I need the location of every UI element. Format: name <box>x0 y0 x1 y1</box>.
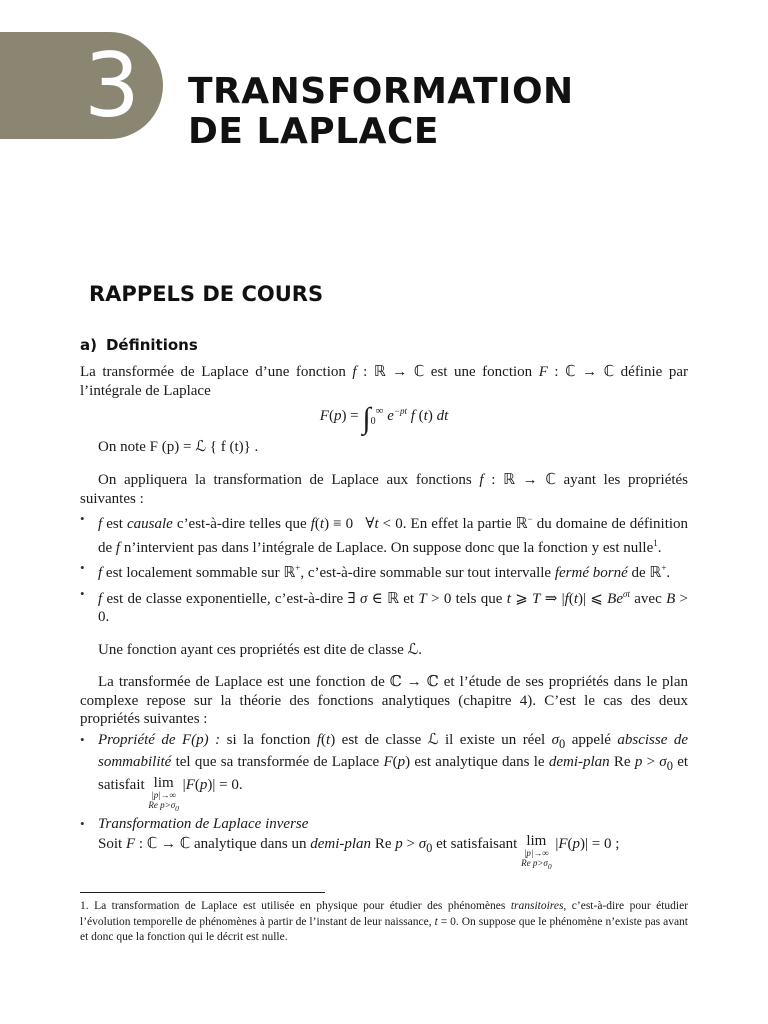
chapter-title-line-2: DE LAPLACE <box>188 111 440 152</box>
footnote: 1. La transformation de Laplace est utilisée en physique pour étudier des phénomènes transitoires, c’est-à-dire pour étudier l’évolution temporelle de phénomènes à partir de l’instant de leur naissance, t = 0. On suppose que le phénomène n’existe pas avant et donc que la fonction qui le décrit est nulle. <box>80 900 689 943</box>
list-item: • f est de classe exponentielle, c’est-à-dire ∃ σ ∈ ℝ et T > 0 tels que t ⩾ T ⇒ |f(t)| ⩽ $Be^{\sigma t}$ avec B > 0. <box>80 585 688 627</box>
laplace-integral-formula: $F(p) = \int_0^\infty$ $e^{-pt}$ f (t) dt <box>319 402 449 435</box>
list-item: • f est causale c’est-à-dire telles que f(t) ≡ 0 ∀t < 0. En effet la partie ℝ− du domaine de définition de f n’intervient pas dans l’intégrale de Laplace. On suppose donc que la fonction y est nulle$^1$. <box>80 510 688 557</box>
analytic-properties-list <box>80 731 688 872</box>
subsection-letter: a) <box>80 336 97 354</box>
subsection-label: Définitions <box>105 336 198 354</box>
body-text <box>80 362 688 874</box>
chapter-title <box>188 72 574 152</box>
section-title: RAPPELS DE COURS <box>89 282 324 306</box>
list-item: • f est localement sommable sur ℝ+, c’est-à-dire sommable sur tout intervalle fermé borné de ℝ+. <box>80 559 688 583</box>
apply-paragraph: On appliquera la transformation de Laplace aux fonctions f : ℝ → ℂ ayant les propriétés suivantes : <box>80 470 689 507</box>
analytic-paragraph: La transformée de Laplace est une fonction de ℂ → ℂ et l’étude de ses propriétés dans le plan complexe repose sur la théorie des fonctions analytiques (chapitre 4). C’est le cas des deux propriétés suivantes : <box>80 674 688 727</box>
properties-list <box>80 510 688 627</box>
chapter-title-line-1: TRANSFORMATION <box>188 71 574 112</box>
class-definition: Une fonction ayant ces propriétés est dite de classe ℒ. <box>98 641 423 658</box>
list-item: • Transformation de Laplace inverse Soit F : ℂ → ℂ analytique dans un demi-plan Re $p > \sigma_0$ et satisfaisant lim |p|→∞ Re $p>\sigma_0$ |F(p)| = 0 ; <box>80 815 688 871</box>
list-item: • Propriété de F(p) : si la fonction f(t) est de classe ℒ il existe un réel $\sigma_0$ appelé abscisse de sommabilité tel que sa transformée de Laplace F(p) est analytique dans le demi-plan Re $p > \sigma_0$ et satisfait lim |p|→∞ Re $p>\sigma_0$ |F(p)| = 0. <box>80 731 688 814</box>
footnote-divider <box>80 892 325 893</box>
definition-paragraph: La transformée de Laplace d’une fonction f : ℝ → ℂ est une fonction F : ℂ → ℂ définie par l’intégrale de Laplace <box>80 362 688 399</box>
chapter-number: 3 <box>84 34 140 137</box>
subsection-title <box>80 336 198 354</box>
limit-expression: lim |p|→∞ Re $p>\sigma_0$ <box>148 774 179 813</box>
limit-expression: lim |p|→∞ Re $p>\sigma_0$ <box>521 832 552 871</box>
notation-line: On note F (p) = ℒ { f (t)} . <box>98 438 259 455</box>
